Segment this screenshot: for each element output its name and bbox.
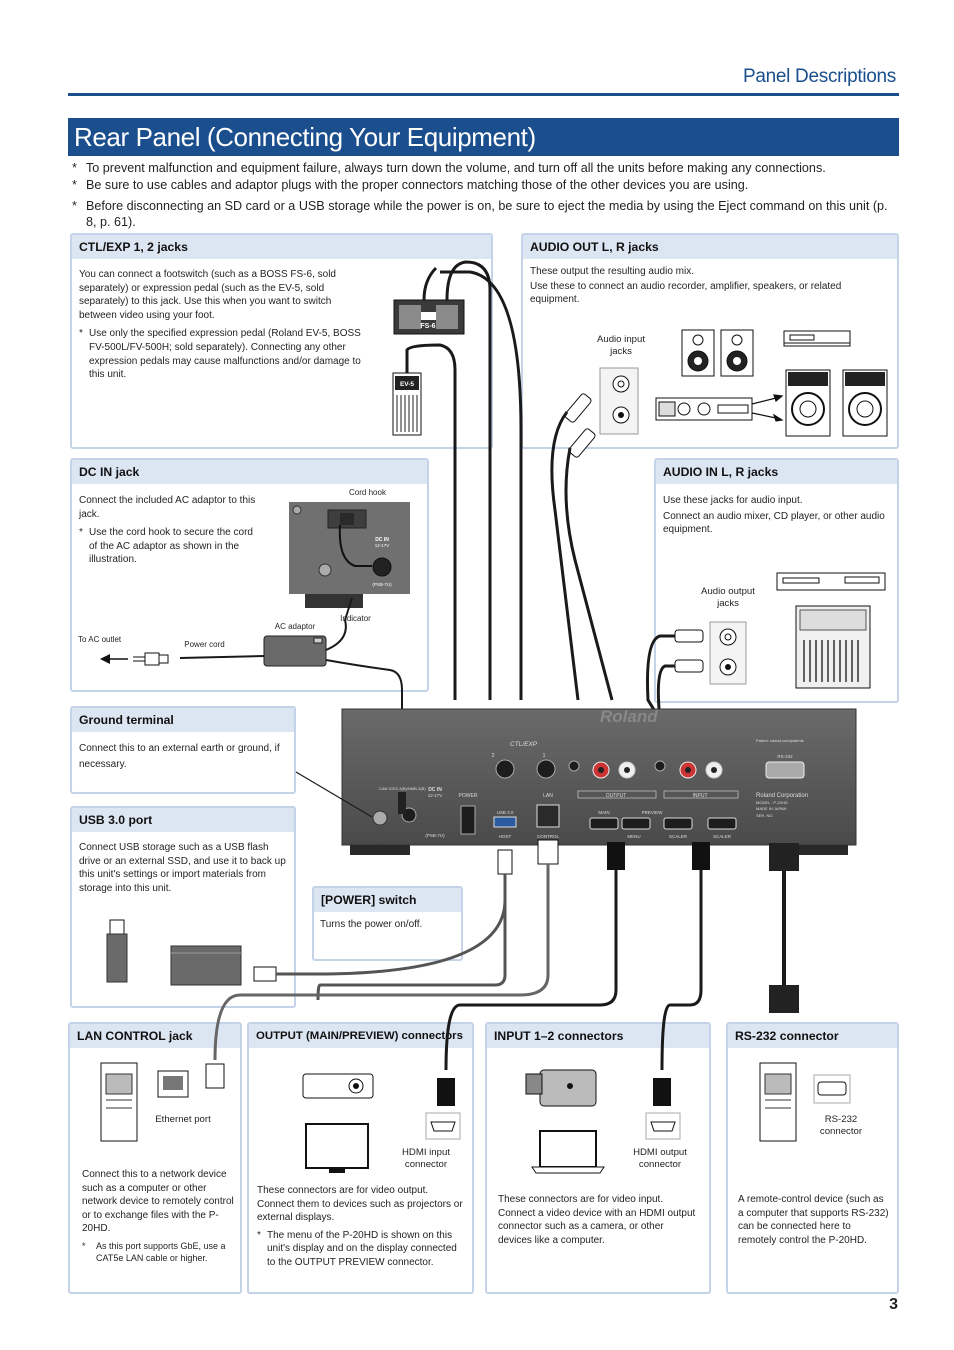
hdmi-plug-icon <box>437 842 625 1106</box>
svg-text:Roland Corporation: Roland Corporation <box>756 793 809 799</box>
svg-text:INPUT: INPUT <box>692 793 708 799</box>
roland-logo: Roland <box>600 707 658 726</box>
usb-text: Connect USB storage such as a USB flash drive or an external SSD, and use it to back up this unit's settings or import materials from storage into this unit. <box>79 842 286 894</box>
projector-icon <box>303 1074 373 1098</box>
hdmi-input2-port-icon <box>664 818 692 829</box>
power-text: Turns the power on/off. <box>320 919 423 930</box>
svg-text:SCALER: SCALER <box>668 834 688 839</box>
dc-voltage-text: 12-17V <box>374 543 390 548</box>
p20hd-rear-panel <box>342 707 856 855</box>
speaker-icon <box>682 330 753 376</box>
hdmi-port-icon <box>426 1113 460 1139</box>
audio-output-jacks-icon <box>710 622 746 684</box>
svg-text:SER. NO.: SER. NO. <box>756 813 774 818</box>
lan-title: LAN CONTROL jack <box>70 1024 240 1048</box>
hdmi-main-port-icon <box>590 818 618 829</box>
rs232-port-icon <box>766 762 804 778</box>
hdmi-output-connector-label: HDMI output connector <box>633 1147 687 1170</box>
section-title: Panel Descriptions <box>742 66 896 87</box>
svg-text:POWER: POWER <box>458 793 478 799</box>
svg-text:Patent: roland.com/patents: Patent: roland.com/patents <box>756 738 804 743</box>
ac-adaptor-icon <box>264 636 326 666</box>
audio-mixer-icon <box>796 606 870 688</box>
output-title: OUTPUT (MAIN/PREVIEW) connectors <box>249 1024 472 1048</box>
usb-port-icon <box>494 817 516 827</box>
laptop-icon <box>532 1131 604 1173</box>
ethernet-port-label: Ethernet port <box>155 1114 211 1125</box>
lan-port-icon <box>537 805 559 827</box>
svg-text:12-17V: 12-17V <box>427 793 443 798</box>
audio-out-title: AUDIO OUT L, R jacks <box>523 235 897 259</box>
power-cord-label: Power cord <box>184 640 225 649</box>
rs232-port-icon <box>814 1075 850 1103</box>
cord-hook-label: Cord hook <box>349 488 386 497</box>
svg-text:PREVIEW: PREVIEW <box>641 810 663 815</box>
audio-output-jacks-label: Audio output jacks <box>701 586 755 609</box>
computer-tower-icon <box>101 1063 137 1141</box>
display-icon <box>306 1124 368 1173</box>
usb-cable-icon <box>318 850 512 1000</box>
power-title: [POWER] switch <box>314 888 461 912</box>
dc-psb-text: (PSB-7U) <box>372 582 392 587</box>
note-item: * Before disconnecting an SD card or a USB storage while the power is on, be sure to eject the media by using the Eject command on this unit (p. 8, p. 61). <box>72 199 888 229</box>
ground-terminal-icon <box>373 811 387 825</box>
hdmi-input1-port-icon <box>708 818 736 829</box>
external-ssd-icon <box>171 946 241 985</box>
ac-adaptor-label: AC adaptor <box>274 622 316 631</box>
hdmi-input-connector-label: HDMI input connector <box>402 1147 450 1170</box>
hdmi-preview-port-icon <box>622 818 650 829</box>
ev5-label: EV-5 <box>399 381 415 388</box>
note-item: * To prevent malfunction and equipment failure, always turn down the volume, and turn off all the units before making any connections. <box>72 161 826 175</box>
rca-plug-icon <box>675 630 703 672</box>
input-text: These connectors are for video input. Connect a video device with an HDMI output connector such as a camera, or other devices like a computer. <box>498 1194 696 1246</box>
dc-in-text: DC IN <box>375 537 389 543</box>
svg-text:1: 1 <box>542 753 546 759</box>
cd-player-icon <box>777 573 885 590</box>
audio-in-text: Use these jacks for audio input. Connect an audio mixer, CD player, or other audio equipment. <box>663 495 885 536</box>
ev5-pedal-icon <box>393 373 421 435</box>
dc-text: Connect the included AC adaptor to this jack. * Use the cord hook to secure the cord of the AC adaptor as shown in the illustration. <box>79 494 261 570</box>
output-text: These connectors are for video output. Connect them to devices such as projectors or external displays. * The menu of the P-20HD is shown on this unit's display and on the display connected to the OUTPUT PREVIEW connector. <box>257 1184 465 1273</box>
svg-text:SCALER: SCALER <box>712 834 732 839</box>
audio-input-jacks-label: Audio input jacks <box>596 334 645 357</box>
ctl-text: You can connect a footswitch (such as a BOSS FS-6, sold separately) or expression pedal (such as the EV-5, sold separately) to this jack. Use this when you want to switch between video using your foot. * Use only the specified expression pedal (Roland EV-5, BOSS FV-500L/FV-500H; sold separately). Connecting any other expression pedals may cause malfunctions and/or damage to this unit. <box>79 268 369 385</box>
svg-text:2: 2 <box>491 753 495 759</box>
svg-text:RS-232: RS-232 <box>777 754 793 759</box>
indicator-label: Indicator <box>340 614 371 623</box>
lan-note: * As this port supports GbE, use a CAT5e LAN cable or higher. <box>82 1240 234 1265</box>
power-plug-icon <box>133 653 168 665</box>
svg-text:USB 3.0: USB 3.0 <box>496 810 514 815</box>
camera-icon <box>526 1070 596 1106</box>
svg-text:MENU: MENU <box>627 834 641 839</box>
fs6-footswitch-icon <box>394 300 464 334</box>
page-title: Rear Panel (Connecting Your Equipment) <box>68 118 899 156</box>
svg-text:MAIN: MAIN <box>598 810 610 815</box>
fs6-label: FS-6 <box>420 323 436 330</box>
note-item: * Be sure to use cables and adaptor plugs with the proper connectors matching those of the other devices you are using. <box>72 178 749 192</box>
output-note: * The menu of the P-20HD is shown on this unit's display and on the display connected to the OUTPUT PREVIEW connector. <box>257 1229 465 1270</box>
rs232-title: RS-232 connector <box>728 1024 897 1048</box>
hdmi-port-icon <box>646 1113 680 1139</box>
pa-speaker-icon <box>786 370 887 436</box>
amplifier-icon <box>656 398 752 420</box>
ground-title: Ground terminal <box>72 708 294 732</box>
dc-note: * Use the cord hook to secure the cord of the AC adaptor as shown in the illustration. <box>79 526 261 567</box>
svg-text:CONTROL: CONTROL <box>536 834 560 839</box>
rs232-cable-icon <box>769 843 799 1013</box>
input-title: INPUT 1–2 connectors <box>487 1024 709 1048</box>
svg-text:HOST: HOST <box>498 834 512 839</box>
usb-plug-icon <box>254 900 505 981</box>
ground-text: Connect this to an external earth or ground, if necessary. <box>79 743 280 770</box>
lan-plug-icon <box>206 1064 224 1088</box>
arrow-left-icon <box>100 654 128 664</box>
svg-text:MODEL : P-20HD: MODEL : P-20HD <box>756 800 788 805</box>
to-ac-outlet-label: To AC outlet <box>78 635 122 644</box>
lan-text: Connect this to a network device such as a computer or other network device to remotely control or to exchange files with the P-20HD. * As this port supports GbE, use a CAT5e LAN cable or higher. <box>82 1168 234 1268</box>
audio-in-title: AUDIO IN L, R jacks <box>656 460 897 484</box>
svg-text:LAN: LAN <box>543 793 553 799</box>
ctl-exp-title: CTL/EXP 1, 2 jacks <box>72 235 491 259</box>
svg-text:OUTPUT: OUTPUT <box>605 793 627 799</box>
dc-in-title: DC IN jack <box>72 460 427 484</box>
audio-out-text: These output the resulting audio mix. Use these to connect an audio recorder, amplifier, speakers, or related equipment. <box>530 266 842 306</box>
rs232-text: A remote-control device (such as a computer that supports RS-232) can be connected here to remotely control the P-20HD. <box>738 1194 889 1246</box>
usb-flash-drive-icon <box>107 920 127 982</box>
page-number: 3 <box>889 1296 898 1313</box>
audio-recorder-icon <box>784 331 850 346</box>
svg-text:(PSB-7U): (PSB-7U) <box>425 833 445 838</box>
audio-input-jacks-icon <box>600 368 638 434</box>
computer-tower-icon <box>760 1063 796 1141</box>
svg-text:CAN ICES-3(B)/NMB-3(B): CAN ICES-3(B)/NMB-3(B) <box>379 786 426 791</box>
rs232-connector-label: RS-232 connector <box>819 1114 863 1137</box>
usb-title: USB 3.0 port <box>72 808 294 832</box>
ctl-note: * Use only the specified expression pedal (Roland EV-5, BOSS FV-500L/FV-500H; sold separately). Connecting any other expression pedals may cause malfunctions and/or damage to this unit. <box>79 327 369 381</box>
svg-text:MADE IN JAPAN: MADE IN JAPAN <box>756 806 787 811</box>
ctl-exp-label: CTL/EXP <box>510 741 538 748</box>
svg-text:DC IN: DC IN <box>428 787 442 793</box>
dc-in-panel-illustration <box>289 502 410 608</box>
ethernet-port-icon <box>158 1071 188 1097</box>
hdmi-plug-icon <box>653 842 710 1106</box>
power-switch-icon <box>461 806 475 834</box>
